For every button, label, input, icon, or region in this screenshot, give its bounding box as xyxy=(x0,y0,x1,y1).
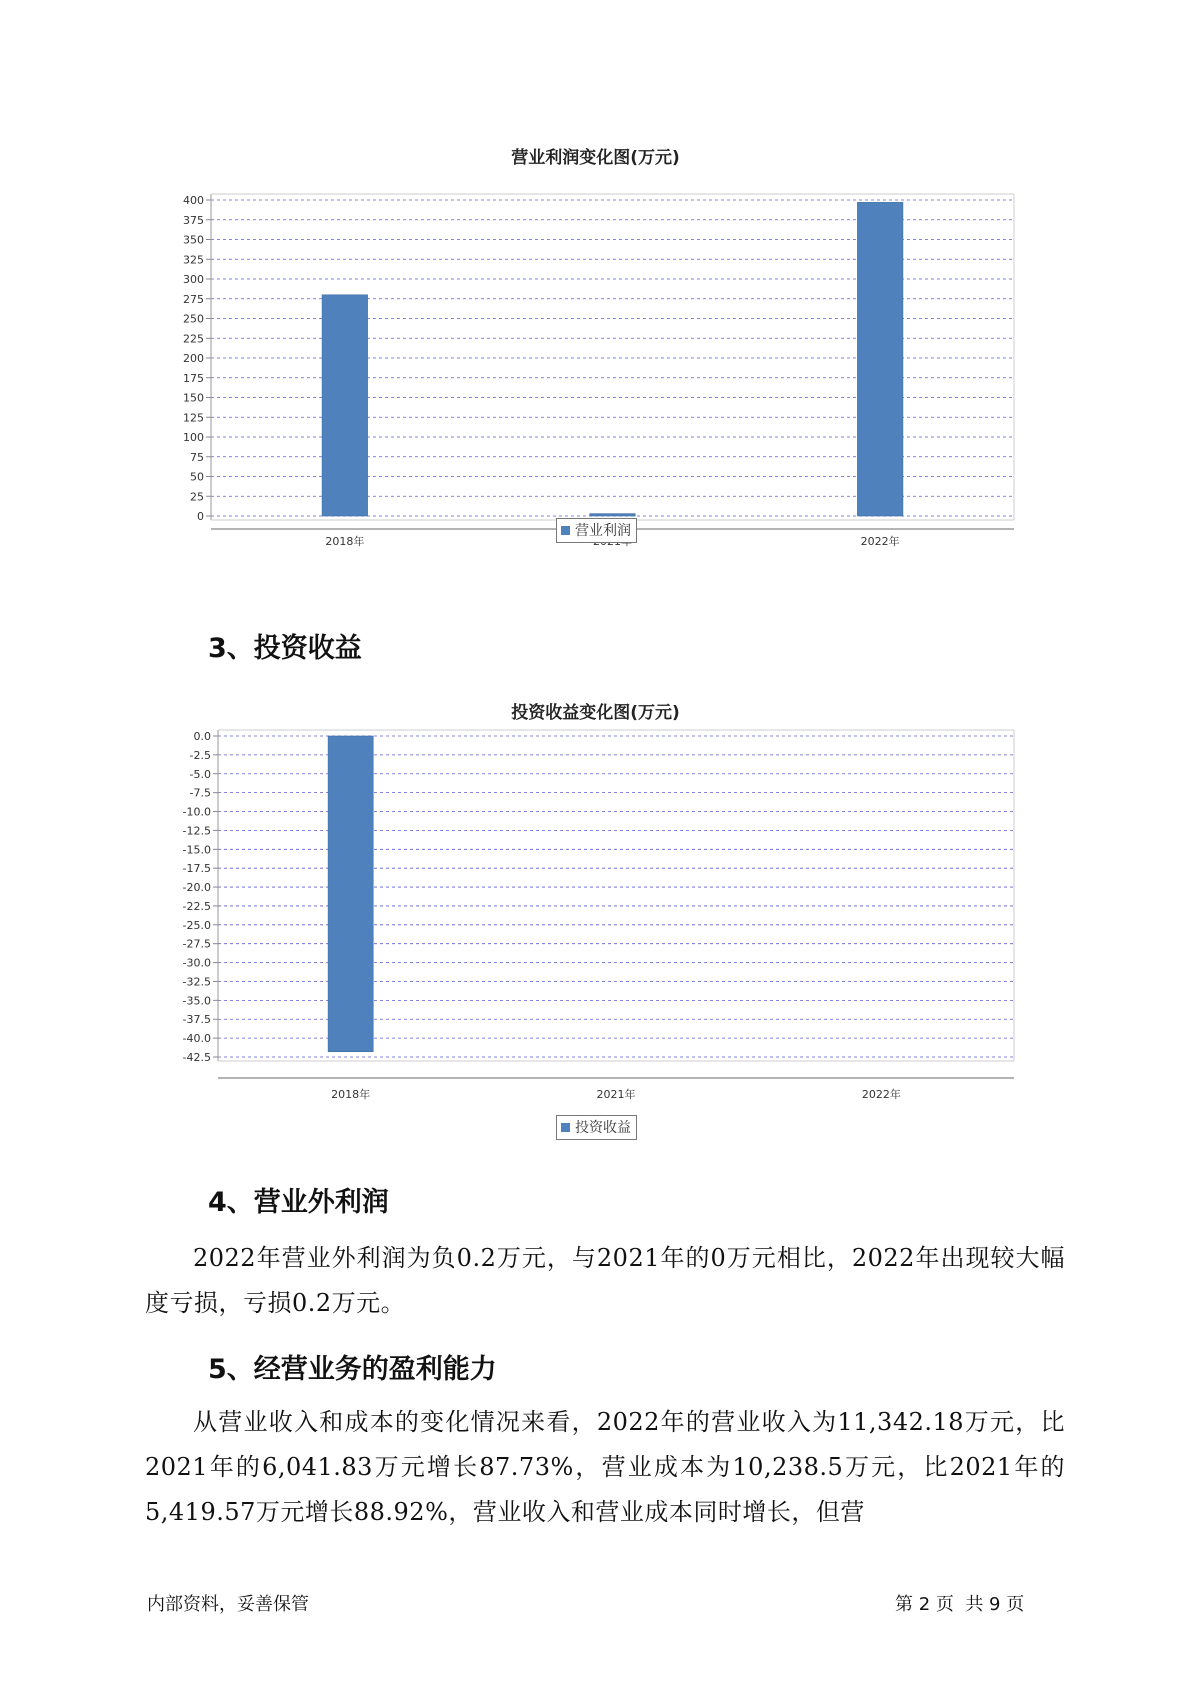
profit-chart-title: 营业利润变化图(万元) xyxy=(511,148,680,168)
section-heading-investment: 3、投资收益 xyxy=(208,633,362,664)
section-heading-nonoperating: 4、营业外利润 xyxy=(208,1187,389,1218)
y-tick-label: 125 xyxy=(183,411,204,425)
y-tick-label: 175 xyxy=(183,371,204,385)
footer-page-number: 第 2 页 共 9 页 xyxy=(895,1594,1025,1615)
investment-chart-legend xyxy=(556,1115,637,1140)
investment-chart-title: 投资收益变化图(万元) xyxy=(511,703,680,723)
y-tick-label: -10.0 xyxy=(182,805,211,819)
x-tick-label: 2022年 xyxy=(861,1088,901,1101)
y-tick-label: -25.0 xyxy=(182,918,211,932)
y-tick-label: 0 xyxy=(197,510,204,523)
y-tick-label: 375 xyxy=(183,213,204,227)
y-tick-label: -12.5 xyxy=(182,824,211,838)
x-tick-label: 2018年 xyxy=(331,1088,371,1101)
y-tick-label: -20.0 xyxy=(182,881,211,895)
y-tick-label: -42.5 xyxy=(182,1051,211,1064)
bar-2021年 xyxy=(590,514,636,516)
legend-label: 投资收益 xyxy=(575,1120,631,1136)
legend-label: 营业利润 xyxy=(575,523,631,539)
section-heading-profitability: 5、经营业务的盈利能力 xyxy=(208,1354,497,1385)
legend-swatch-icon xyxy=(561,526,570,535)
y-tick-label: -22.5 xyxy=(182,899,211,913)
y-tick-label: -35.0 xyxy=(182,994,211,1008)
nonoperating-paragraph: 2022年营业外利润为负0.2万元，与2021年的0万元相比，2022年出现较大幅度亏损，亏损0.2万元。 xyxy=(145,1244,1065,1317)
y-tick-label: 100 xyxy=(183,431,204,444)
y-tick-label: 0.0 xyxy=(193,730,211,743)
y-tick-label: 150 xyxy=(183,391,204,405)
y-tick-label: 350 xyxy=(183,233,204,247)
y-tick-label: 300 xyxy=(183,273,204,286)
bar-2022年 xyxy=(857,202,903,516)
investment-income-chart xyxy=(0,725,1191,1105)
x-tick-label: 2022年 xyxy=(860,535,900,548)
bar-2018年 xyxy=(328,736,373,1052)
footer-confidential: 内部资料，妥善保管 xyxy=(147,1594,309,1615)
y-tick-label: -30.0 xyxy=(182,956,211,970)
operating-profit-chart xyxy=(0,170,1191,550)
y-tick-label: -32.5 xyxy=(182,975,211,989)
y-tick-label: 325 xyxy=(183,253,204,267)
y-tick-label: -27.5 xyxy=(182,937,211,951)
y-tick-label: -40.0 xyxy=(182,1032,211,1046)
y-tick-label: 25 xyxy=(190,490,204,504)
y-tick-label: -2.5 xyxy=(189,748,211,762)
y-tick-label: 75 xyxy=(190,450,204,464)
y-tick-label: 225 xyxy=(183,332,204,346)
y-tick-label: -17.5 xyxy=(182,862,211,876)
profitability-paragraph: 从营业收入和成本的变化情况来看，2022年的营业收入为11,342.18万元，比2021年的6,041.83万元增长87.73%，营业成本为10,238.5万元，比2021年的5,419.57万元增长88.92%，营业收入和营业成本同时增长，但营 xyxy=(145,1408,1065,1526)
y-tick-label: -5.0 xyxy=(189,767,211,781)
legend-swatch-icon xyxy=(561,1123,570,1132)
y-tick-label: 400 xyxy=(183,194,204,207)
y-tick-label: -15.0 xyxy=(182,843,211,857)
y-tick-label: 50 xyxy=(190,470,204,484)
y-tick-label: 275 xyxy=(183,292,204,306)
profit-chart-legend xyxy=(556,518,637,543)
y-tick-label: 200 xyxy=(183,352,204,365)
y-tick-label: -7.5 xyxy=(189,786,211,800)
x-tick-label: 2021年 xyxy=(596,1088,636,1101)
y-tick-label: 250 xyxy=(183,312,204,326)
x-tick-label: 2018年 xyxy=(325,535,365,548)
bar-2018年 xyxy=(322,295,368,516)
y-tick-label: -37.5 xyxy=(182,1013,211,1027)
